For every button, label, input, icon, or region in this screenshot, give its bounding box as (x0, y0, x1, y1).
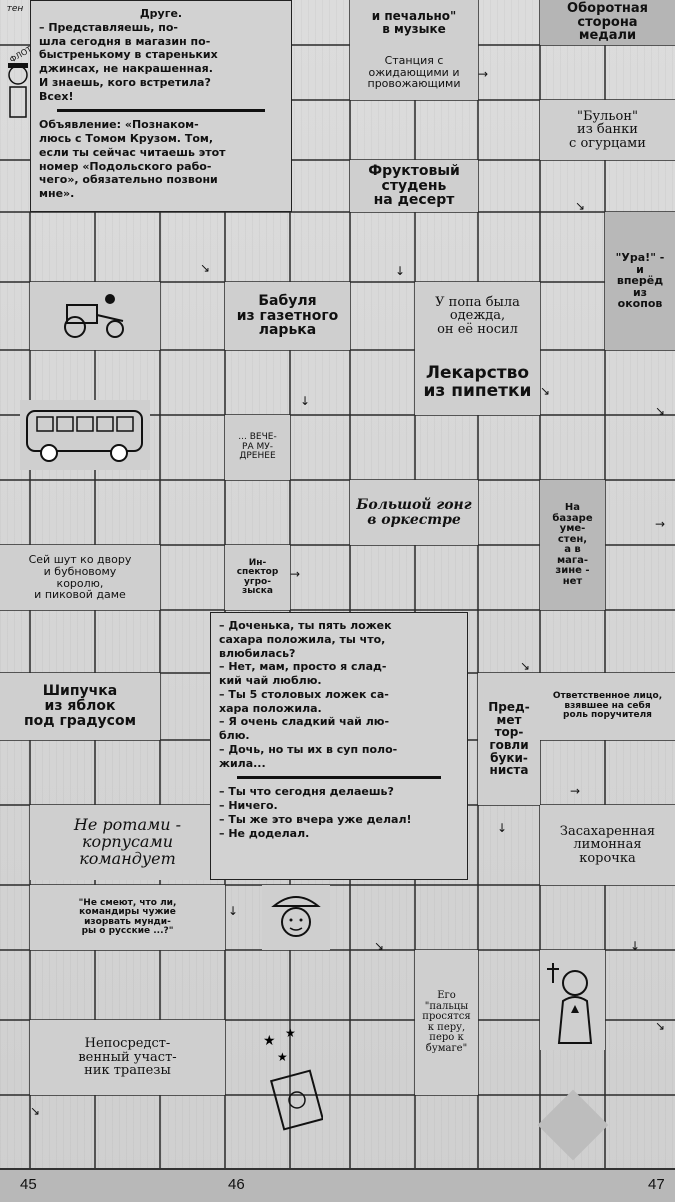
stars-card-icon (257, 1025, 323, 1135)
stars-card-cell (255, 1025, 325, 1135)
arrow-down-6: ↓ (497, 821, 508, 835)
bus-icon (23, 405, 148, 465)
joke-text-1: – Доченька, ты пять ложек сахара положила, ты что, влюбилась? – Нет, мам, просто я слад- кий чай люблю. – Ты 5 столовых ложек са- хара положила. – Я очень сладкий чай лю- блю. – Дочь, но ты их в суп поло- жила... (219, 619, 398, 770)
arrow-right-5: → (655, 517, 666, 531)
clue-bouillon: "Бульон" из банки с огурцами (540, 100, 675, 160)
arrow-right-2: ↘ (200, 261, 211, 275)
clue-gong: Большой гонг в оркестре (350, 480, 478, 545)
story-text-1: – Представляешь, по- шла сегодня в магазин по- быстренькому в стареньких джинсах, не накрашенная. И знаешь, кого встретила? Всех! (39, 20, 218, 103)
arrow-right-8: ↘ (30, 1104, 41, 1118)
joke-block (210, 612, 468, 880)
monk-cell (540, 950, 605, 1050)
story-divider (57, 109, 265, 112)
bus-cell (20, 400, 150, 470)
clue-fingers: Его "пальцы просятся к перу, перо к бумаге" (415, 950, 478, 1095)
arrow-right-6: → (570, 784, 581, 798)
page-number-left: 45 (20, 1176, 37, 1193)
tractor-icon (55, 291, 135, 341)
clue-guarantor: Ответственное лицо, взявшее на себя роль поручителя (540, 673, 675, 740)
arrow-down-5: ↘ (520, 659, 531, 673)
story-side-label: тен (6, 4, 24, 15)
clue-evening: ... ВЕЧЕ- РА МУ- ДРЕНЕЕ (225, 415, 290, 480)
joke-text-2: – Ты что сегодня делаешь? – Ничего. – Ты же это вчера уже делал! – Не доделал. (219, 785, 412, 840)
story-partial: Друге. (139, 7, 183, 20)
svg-text:★: ★ (277, 1050, 288, 1064)
clue-babulya: Бабуля из газетного ларька (225, 282, 350, 350)
arrow-down-9: ↓ (630, 939, 641, 953)
clue-fruit-jelly: Фруктовый студень на десерт (350, 160, 478, 212)
clue-station: Станция с ожидающими и провожающими (350, 45, 478, 100)
arrow-down-4: ↘ (540, 384, 551, 398)
arrow-right-3: ↘ (655, 404, 666, 418)
tractor-cell (30, 282, 160, 350)
clue-jester: Сей шут ко двору и бубновому королю, и пиковой даме (0, 545, 160, 610)
clue-inspector: Ин- спектор угро- зыска (225, 545, 290, 610)
arrow-down-8: ↘ (374, 939, 385, 953)
arrow-right-4: → (290, 567, 301, 581)
clue-medal: Оборотная сторона медали (540, 0, 675, 45)
clue-pop: У попа была одежда, он её носил (415, 282, 540, 350)
monk-icon (543, 953, 603, 1048)
joke-divider (237, 776, 441, 779)
clue-book-trade: Пред- мет тор- говли буки- ниста (478, 673, 540, 805)
cowboy-mini-icon (4, 55, 30, 125)
explorer-cell (262, 885, 330, 950)
arrow-down-3: ↓ (300, 394, 311, 408)
page-number-mid: 46 (228, 1176, 245, 1193)
clue-cider: Шипучка из яблок под градусом (0, 673, 160, 740)
story-text-2: Объявление: «Познаком- люсь с Томом Крузом. Том, если ты сейчас читаешь этот номер «Подольского рабо- чего», обязательно позвони мне». (39, 118, 226, 200)
page-number-right: 47 (648, 1176, 665, 1193)
clue-music: и печально" в музыке (350, 0, 478, 45)
explorer-icon (266, 888, 326, 948)
aeroflot-label: ФЛОТ (7, 44, 34, 65)
clue-medicine: Лекарство из пипетки (415, 350, 540, 415)
arrow-right-7: ↘ (655, 1019, 666, 1033)
svg-text:★: ★ (285, 1026, 296, 1040)
clue-corps: Не ротами - корпусами командует (30, 805, 225, 880)
arrow-down-7: ↓ (228, 904, 239, 918)
clue-candied: Засахаренная лимонная корочка (540, 805, 675, 885)
arrow-down-2: ↓ (395, 264, 406, 278)
page-footer (0, 1168, 675, 1202)
arrow-right-1: → (478, 67, 489, 81)
clue-bazaar: На базаре уме- стен, а в мага- зине - нет (540, 480, 605, 610)
clue-russians: "Не смеют, что ли, командиры чужие изорвать мунди- ры о русские ...?" (30, 885, 225, 950)
story-block (30, 0, 292, 212)
clue-trapeze: Непосредст- венный участ- ник трапезы (30, 1020, 225, 1095)
svg-text:★: ★ (263, 1033, 276, 1049)
arrow-down-1: ↘ (575, 199, 586, 213)
clue-ura: "Ура!" - и вперёд из окопов (605, 212, 675, 350)
